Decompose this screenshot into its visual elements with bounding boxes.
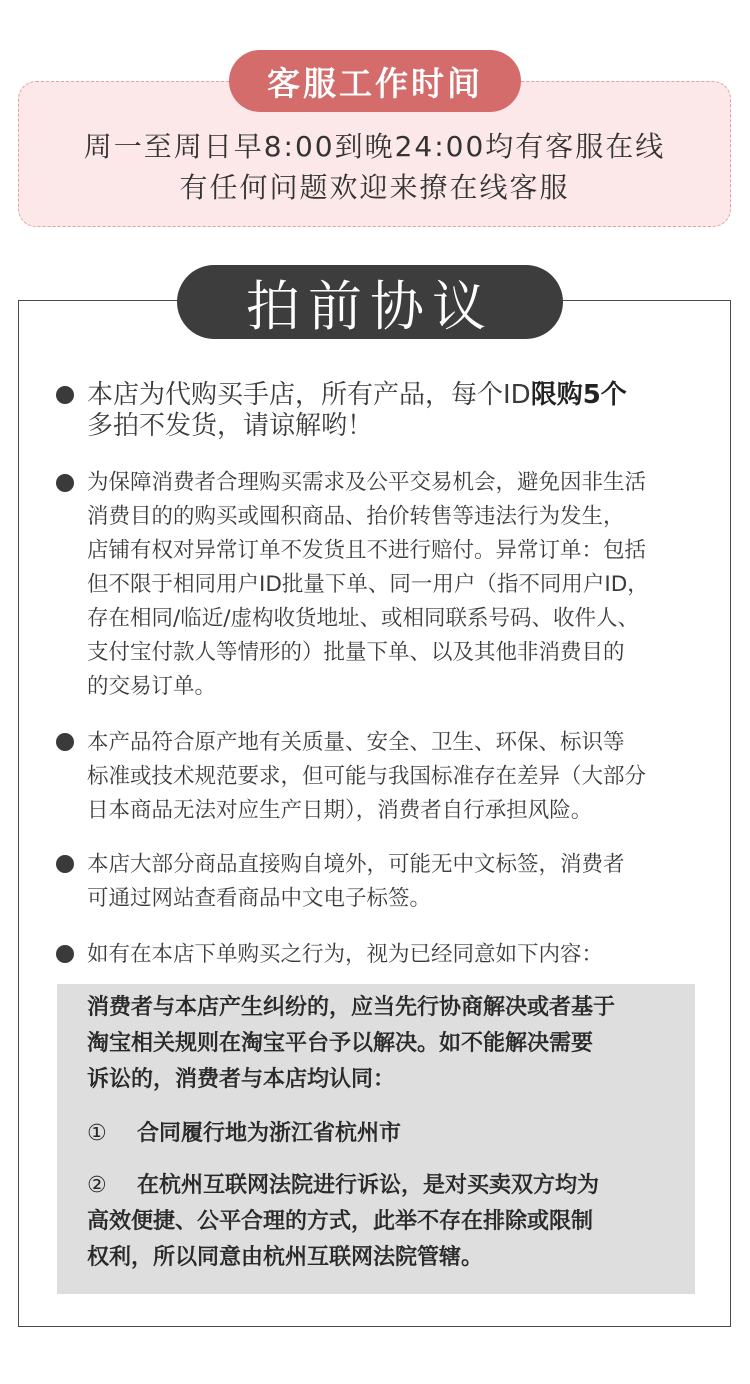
paragraph-line: 可通过网站查看商品中文电子标签。 <box>87 886 432 911</box>
item-text: 在杭州互联网法院进行诉讼，是对买卖双方均为 <box>137 1173 600 1198</box>
bullet-dot-icon <box>56 474 74 492</box>
paragraph-line: 多拍不发货，请谅解哟！ <box>87 411 374 441</box>
consent-paragraph: 如有在本店下单购买之行为，视为已经同意如下内容： <box>87 942 604 967</box>
paragraph-line: 消费目的的购买或囤积商品、抬价转售等违法行为发生， <box>87 504 625 529</box>
dispute-item-1 <box>87 1116 687 1152</box>
paragraph-line: 标准或技术规范要求，但可能与我国标准存在差异（大部分 <box>87 764 647 789</box>
paragraph-line: 消费者与本店产生纠纷的，应当先行协商解决或者基于 <box>87 995 616 1020</box>
paragraph-line: 高效便捷、公平合理的方式，此举不存在排除或限制 <box>87 1209 594 1234</box>
item-number: ② <box>87 1173 107 1198</box>
service-contact-line: 有任何问题欢迎来撩在线客服 <box>179 171 570 204</box>
bullet-dot-icon <box>56 386 74 404</box>
paragraph-line <box>87 380 707 411</box>
paragraph-line <box>87 1116 687 1152</box>
purchase-limit-text: 本店为代购买手店，所有产品，每个ID <box>87 380 531 410</box>
paragraph-line: 的交易订单。 <box>87 674 217 699</box>
label-notice-paragraph <box>87 848 707 916</box>
purchase-limit-highlight: 限购5个 <box>530 380 627 410</box>
bullet-dot-icon <box>56 855 74 873</box>
paragraph-line: 日本商品无法对应生产日期），消费者自行承担风险。 <box>87 798 593 823</box>
item-number: ① <box>87 1121 107 1146</box>
paragraph-line: 权利，所以同意由杭州互联网法院管辖。 <box>87 1245 484 1270</box>
service-hours-title: 客服工作时间 <box>229 50 521 112</box>
paragraph-line: 店铺有权对异常订单不发货且不进行赔付。异常订单：包括 <box>87 538 647 563</box>
item-text: 合同履行地为浙江省杭州市 <box>137 1121 402 1146</box>
paragraph-line: 诉讼的，消费者与本店均认同： <box>87 1067 396 1092</box>
bullet-dot-icon <box>56 733 74 751</box>
service-hours-line: 周一至周日早8:00到晚24:00均有客服在线 <box>83 130 666 163</box>
bullet-dot-icon <box>56 945 74 963</box>
dispute-intro <box>87 990 687 1098</box>
paragraph-line: 本产品符合原产地有关质量、安全、卫生、环保、标识等 <box>87 730 625 755</box>
paragraph-line: 但不限于相同用户ID批量下单、同一用户（指不同用户ID， <box>87 572 649 597</box>
paragraph-line: 本店大部分商品直接购自境外，可能无中文标签，消费者 <box>87 852 625 877</box>
abnormal-order-paragraph <box>87 466 707 704</box>
agreement-title: 拍前协议 <box>177 265 563 339</box>
paragraph-line <box>87 1168 687 1204</box>
paragraph-line: 淘宝相关规则在淘宝平台予以解决。如不能解决需要 <box>87 1031 594 1056</box>
dispute-item-2 <box>87 1168 687 1276</box>
paragraph-line: 为保障消费者合理购买需求及公平交易机会，避免因非生活 <box>87 470 647 495</box>
paragraph-line: 存在相同/临近/虚构收货地址、或相同联系号码、收件人、 <box>87 606 639 631</box>
purchase-limit-paragraph <box>87 380 707 442</box>
product-standard-paragraph <box>87 726 707 828</box>
paragraph-line: 支付宝付款人等情形的）批量下单、以及其他非消费目的 <box>87 640 625 665</box>
